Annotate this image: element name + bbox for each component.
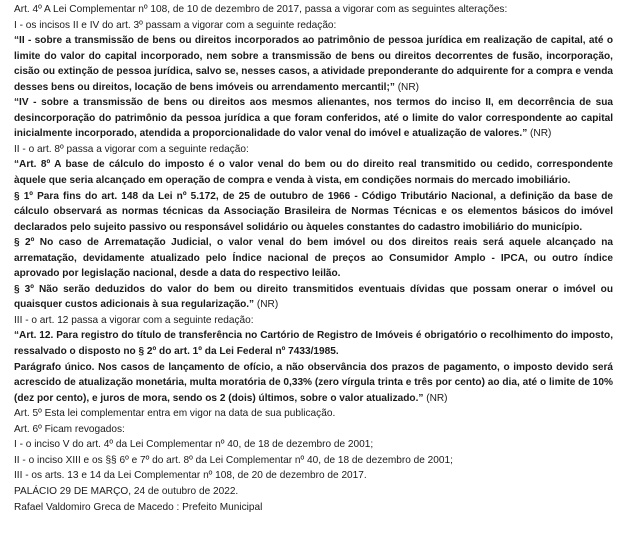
art3-inciso-ii-nr: (NR) [394, 81, 419, 93]
art4-inciso-iii: III - o art. 12 passa a vigorar com a seguinte redação: [14, 314, 254, 326]
art5: Art. 5º Esta lei complementar entra em vigor na data de sua publicação. [14, 408, 336, 420]
art3-inciso-ii [14, 33, 613, 95]
art12-nr: (NR) [423, 392, 448, 404]
art12-caput: “Art. 12. Para registro do título de transferência no Cartório de Registro de Imóveis é obrigatório o recolhimento do imposto, ressalvado o disposto no § 2º do art. 1º da Lei Federal nº 7433/1985. [14, 330, 613, 358]
art6: Art. 6º Ficam revogados: [14, 423, 125, 435]
art8-paragraph-3-text: § 3º Não serão deduzidos do valor do bem ou direito transmitidos eventuais dívidas que possam onerar o imóvel ou quaisquer custos adicionais à sua regularização.” [14, 283, 613, 311]
signature: Rafael Valdomiro Greca de Macedo : Prefeito Municipal [14, 501, 263, 513]
art3-inciso-iv-text: “IV - sobre a transmissão de bens ou direitos aos mesmos alienantes, nos termos do inciso II, em decorrência de sua desincorporação do patrimônio da pessoa jurídica a que foram conferidos, até o limite do valor correspondente ao capital inicialmente incorporado, atendida a proporcionalidade do valor venal do imóvel e atualização de valores.” [14, 97, 613, 140]
art8-nr: (NR) [254, 299, 279, 311]
art4-inciso-i: I - os incisos II e IV do art. 3º passam a vigorar com a seguinte redação: [14, 19, 337, 31]
art4-intro: Art. 4º A Lei Complementar nº 108, de 10 de dezembro de 2017, passa a vigorar com as seguintes alterações: [14, 4, 508, 15]
art6-inciso-iii: III - os arts. 13 e 14 da Lei Complementar nº 108, de 20 de dezembro de 2017. [14, 470, 367, 482]
art3-inciso-iv [14, 95, 613, 142]
art8-paragraph-1: § 1º Para fins do art. 148 da Lei nº 5.172, de 25 de outubro de 1966 - Código Tributário Nacional, a definição da base de cálculo observará as normas técnicas da Associação Brasileira de Normas Técnicas e os elementos básicos do imóvel declarados pelo sujeito passivo ou responsável solidário ou àqueles constantes do cadastro imobiliário do município. [14, 190, 613, 233]
art6-inciso-i: I - o inciso V do art. 4º da Lei Complementar nº 40, de 18 de dezembro de 2001; [14, 439, 374, 451]
art12-paragrafo-unico-text: Parágrafo único. Nos casos de lançamento de ofício, a não observância dos prazos de pagamento, o imposto devido será acrescido de atualização monetária, multa moratória de 0,33% (zero vírgula trinta e três por cento) ao dia, até o limite de 10% (dez por cento), e juros de mora, sendo os 2 (dois) últimos, sobre o valor atualizado.” [14, 361, 613, 404]
art12-paragrafo-unico [14, 360, 613, 407]
art3-inciso-ii-text: “II - sobre a transmissão de bens ou direitos incorporados ao patrimônio de pessoa jurídica em realização de capital, até o limite do valor do capital incorporado, nem sobre a transmissão de bens ou direitos decorrentes de fusão, incorporação, cisão ou extinção de pessoa jurídica, salvo se, nesses casos, a atividade preponderante do adquirente for a compra e venda desses bens ou direitos, locação de bens imóveis ou arrendamento mercantil;” [14, 35, 613, 93]
art8-caput: “Art. 8º A base de cálculo do imposto é o valor venal do bem ou do direito real transmitido ou cedido, correspondente àquele que seria alcançado em operação de compra e venda à vista, em condições normais do mercado imobiliário. [14, 159, 613, 187]
art8-paragraph-2: § 2º No caso de Arrematação Judicial, o valor venal do bem imóvel ou dos direitos reais será aquele alcançado na arrematação, devidamente atualizado pelo Índice nacional de preços ao Consumidor Amplo - IPCA, ou outro índice aprovado por legislação nacional, desde a data do respectivo leilão. [14, 237, 613, 280]
palacio-date: PALÁCIO 29 DE MARÇO, 24 de outubro de 2022. [14, 485, 239, 497]
art6-inciso-ii: II - o inciso XIII e os §§ 6º e 7º do art. 8º da Lei Complementar nº 40, de 18 de dezembro de 2001; [14, 454, 453, 466]
art3-inciso-iv-nr: (NR) [527, 128, 552, 140]
art8-paragraph-3 [14, 282, 613, 313]
art4-inciso-ii: II - o art. 8º passa a vigorar com a seguinte redação: [14, 143, 249, 155]
